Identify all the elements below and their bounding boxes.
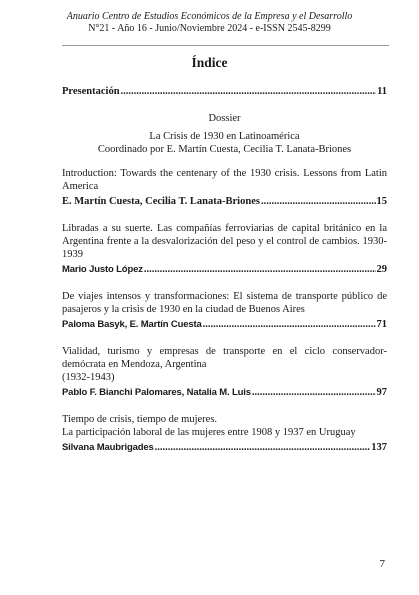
dossier-heading: Dossier xyxy=(208,113,241,124)
toc-entry[interactable] xyxy=(62,413,387,454)
entry-page: 29 xyxy=(376,264,387,275)
entry-authors: Silvana Maubrigades xyxy=(62,442,154,453)
entry-title: Introduction: Towards the centenary of the 1930 crisis. Lessons from Latin America xyxy=(62,168,387,192)
toc-entry[interactable] xyxy=(62,290,387,331)
presentation-page: 11 xyxy=(377,86,387,97)
dot-leader xyxy=(252,386,376,399)
dot-leader xyxy=(144,263,376,276)
toc-entry[interactable] xyxy=(62,345,387,399)
dossier-heading-block xyxy=(62,112,387,156)
entry-title: Vialidad, turismo y empresas de transporte en el ciclo conservador-demócrata en Mendoza, Argentina xyxy=(62,346,387,370)
entry-title: Libradas a su suerte. Las compañías ferroviarias de capital británico en la Argentina frente a la desvalorización del peso y el control de cambios. 1930-1939 xyxy=(62,223,387,260)
entry-authors: Pablo F. Bianchi Palomares, Natalia M. Luis xyxy=(62,387,251,398)
toc-entry[interactable] xyxy=(62,167,387,208)
entry-authors: E. Martín Cuesta, Cecilia T. Lanata-Briones xyxy=(62,196,260,207)
presentation-label: Presentación xyxy=(62,86,120,97)
toc-entry[interactable] xyxy=(62,222,387,276)
dot-leader xyxy=(155,441,371,454)
running-header xyxy=(20,11,399,35)
page-number: 7 xyxy=(379,558,385,570)
entry-authors: Paloma Basyk, E. Martín Cuesta xyxy=(62,319,202,330)
entry-page: 137 xyxy=(371,442,387,453)
dot-leader xyxy=(261,195,376,208)
entry-title-extra: (1932-1943) xyxy=(62,372,115,383)
issue-info: N°21 - Año 16 - Junio/Noviembre 2024 - e-ISSN 2545-8299 xyxy=(88,23,331,34)
dossier-coordinators: Coordinado por E. Martín Cuesta, Cecilia T. Lanata-Briones xyxy=(97,144,352,155)
entry-authors: Mario Justo López xyxy=(62,264,143,275)
journal-name: Anuario Centro de Estudios Económicos de la Empresa y el Desarrollo xyxy=(66,11,353,22)
entry-page: 15 xyxy=(376,196,387,207)
presentation-entry[interactable] xyxy=(62,85,387,98)
entry-title-extra: La participación laboral de las mujeres entre 1908 y 1937 en Uruguay xyxy=(62,427,356,438)
page-title: Índice xyxy=(191,55,228,70)
dossier-subtitle: La Crisis de 1930 en Latinoamérica xyxy=(149,131,300,142)
entry-title: Tiempo de crisis, tiempo de mujeres. xyxy=(62,414,218,425)
entry-page: 97 xyxy=(376,387,387,398)
dot-leader xyxy=(203,318,376,331)
dot-leader xyxy=(121,85,377,98)
entry-page: 71 xyxy=(376,319,387,330)
header-rule xyxy=(62,45,389,46)
entry-title: De viajes intensos y transformaciones: El sistema de transporte público de pasajeros y la crisis de 1930 en la ciudad de Buenos Aires xyxy=(62,291,387,315)
